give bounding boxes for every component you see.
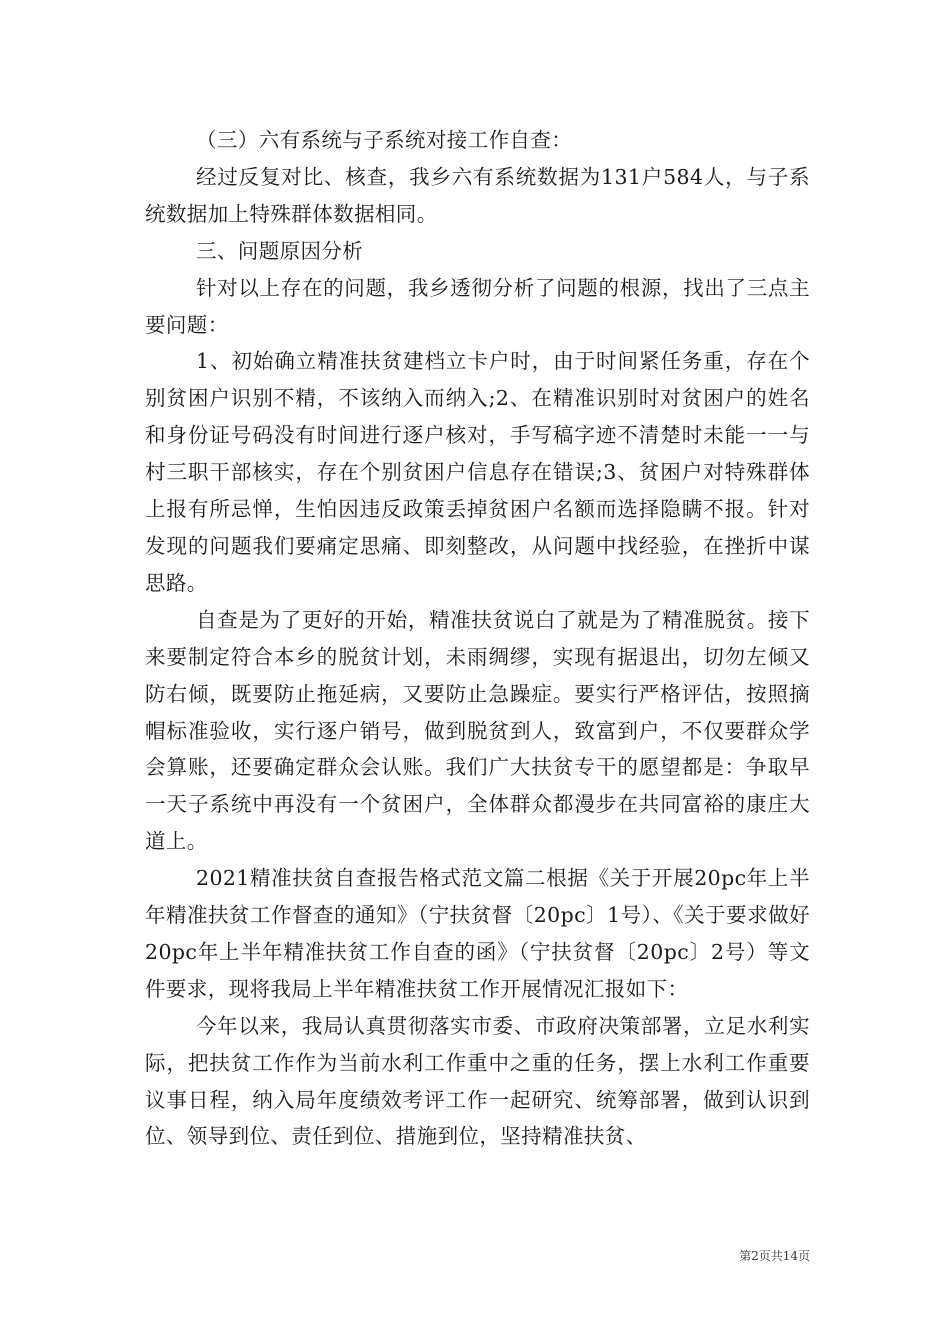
paragraph-analysis-intro: 针对以上存在的问题，我乡透彻分析了问题的根源，找出了三点主要问题： [145,275,810,337]
paragraph-system-data: 经过反复对比、核查，我乡六有系统数据为131户584人，与子系统数据加上特殊群体数据相同。 [145,164,810,226]
paragraph-report-two-intro: 2021精准扶贫自查报告格式范文篇二根据《关于开展20pc年上半年精准扶贫工作督查的通知》（宁扶贫督〔20pc〕1号）、《关于要求做好20pc年上半年精准扶贫工作自查的函》（宁扶贫督〔20pc〕2号）等文件要求，现将我局上半年精准扶贫工作开展情况汇报如下： [145,866,810,1001]
paragraph-problem-list: 1、初始确立精准扶贫建档立卡户时，由于时间紧任务重，存在个别贫困户识别不精，不该纳入而纳入;2、在精准识别时对贫困户的姓名和身份证号码没有时间进行逐户核对，手写稿字迹不清楚时未能一一与村三职干部核实，存在个别贫困户信息存在错误;3、贫困户对特殊群体上报有所忌惮，生怕因违反政策丢掉贫困户名额而选择隐瞒不报。针对发现的问题我们要痛定思痛、即刻整改，从问题中找经验，在挫折中谋思路。 [145,349,810,595]
document-body [145,122,810,1155]
paragraph-bureau-work: 今年以来，我局认真贯彻落实市委、市政府决策部署，立足水利实际，把扶贫工作作为当前水利工作重中之重的任务，摆上水利工作重要议事日程，纳入局年度绩效考评工作一起研究、统筹部署，做到认识到位、领导到位、责任到位、措施到位，坚持精准扶贫、 [145,1013,810,1149]
section-heading-cause-analysis: 三、问题原因分析 [196,238,364,263]
page-number-footer: 第2页共14页 [739,1249,810,1263]
section-heading-self-check-3: （三）六有系统与子系统对接工作自查： [196,128,573,152]
paragraph-next-steps: 自查是为了更好的开始，精准扶贫说白了就是为了精准脱贫。接下来要制定符合本乡的脱贫计划，未雨绸缪，实现有据退出，切勿左倾又防右倾，既要防止拖延病，又要防止急躁症。要实行严格评估，按照摘帽标准验收，实行逐户销号，做到脱贫到人，致富到户，不仅要群众学会算账，还要确定群众会认账。我们广大扶贫专干的愿望都是：争取早一天子系统中再没有一个贫困户，全体群众都漫步在共同富裕的康庄大道上。 [145,607,810,854]
